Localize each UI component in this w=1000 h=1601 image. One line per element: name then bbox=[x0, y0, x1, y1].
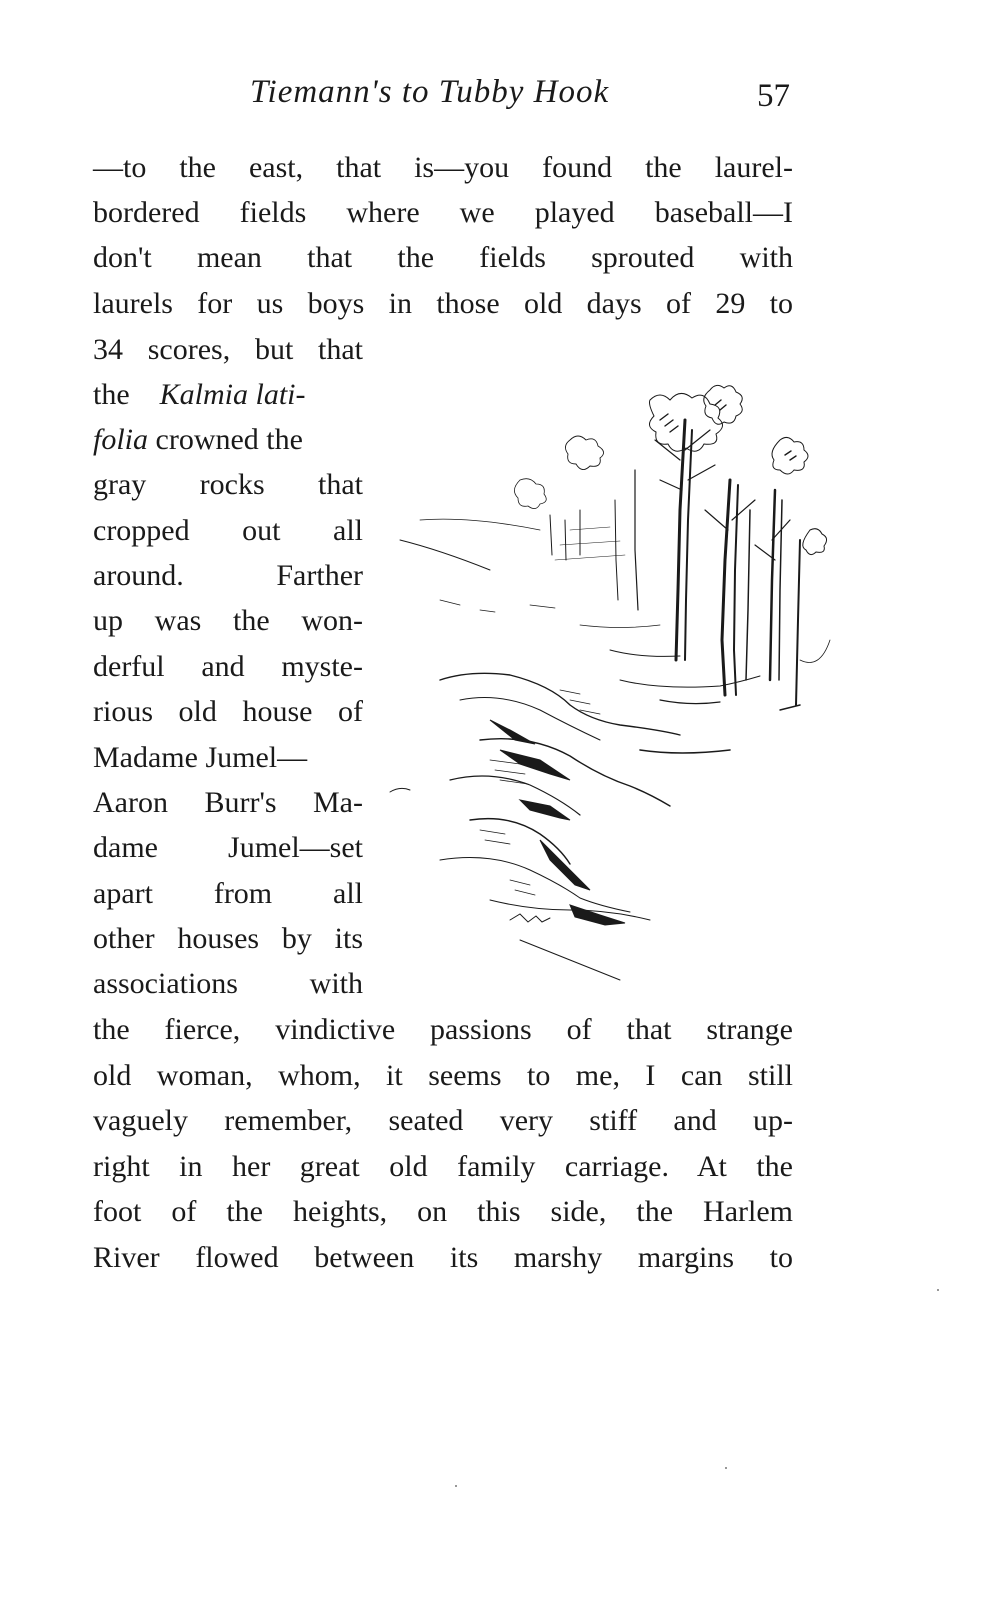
text-line bbox=[93, 377, 363, 413]
text-line: bordered fields where we played baseball—I bbox=[93, 196, 793, 229]
text-line: —to the east, that is—you found the laurel- bbox=[93, 151, 793, 184]
woodland-sketch-illustration bbox=[380, 360, 845, 995]
text-line: foot of the heights, on this side, the Harlem bbox=[93, 1195, 793, 1228]
text-fragment: the bbox=[93, 378, 130, 411]
text-line: River flowed between its marshy margins to bbox=[93, 1241, 793, 1274]
text-line: derful and myste- bbox=[93, 650, 363, 683]
text-line: vaguely remember, seated very stiff and up- bbox=[93, 1104, 793, 1137]
text-line: don't mean that the fields sprouted with bbox=[93, 241, 793, 274]
text-line: Aaron Burr's Ma- bbox=[93, 786, 363, 819]
species-name-part2: folia bbox=[93, 423, 149, 456]
running-title: Tiemann's to Tubby Hook bbox=[250, 74, 610, 110]
text-line: around. Farther bbox=[93, 559, 363, 592]
text-line: laurels for us boys in those old days of 29 to bbox=[93, 287, 793, 320]
text-line: cropped out all bbox=[93, 514, 363, 547]
text-line: dame Jumel—set bbox=[93, 831, 363, 864]
running-head bbox=[95, 70, 790, 120]
text-line: up was the won- bbox=[93, 604, 363, 637]
text-line: apart from all bbox=[93, 877, 363, 910]
species-name-part1: Kalmia lati- bbox=[159, 378, 306, 411]
text-line: rious old house of bbox=[93, 695, 363, 728]
text-line: the fierce, vindictive passions of that strange bbox=[93, 1013, 793, 1046]
text-line: 34 scores, but that bbox=[93, 333, 363, 366]
text-line: Madame Jumel— bbox=[93, 741, 308, 774]
text-line: associations with bbox=[93, 967, 363, 1000]
text-fragment: crowned the bbox=[155, 423, 303, 456]
text-line: gray rocks that bbox=[93, 468, 363, 501]
text-line: old woman, whom, it seems to me, I can still bbox=[93, 1059, 793, 1092]
print-speck bbox=[455, 1485, 457, 1487]
text-line: other houses by its bbox=[93, 922, 363, 955]
text-line bbox=[93, 422, 363, 458]
print-speck bbox=[937, 1289, 939, 1291]
text-line: right in her great old family carriage. At the bbox=[93, 1150, 793, 1183]
print-speck bbox=[725, 1467, 727, 1469]
page-number: 57 bbox=[757, 78, 790, 114]
